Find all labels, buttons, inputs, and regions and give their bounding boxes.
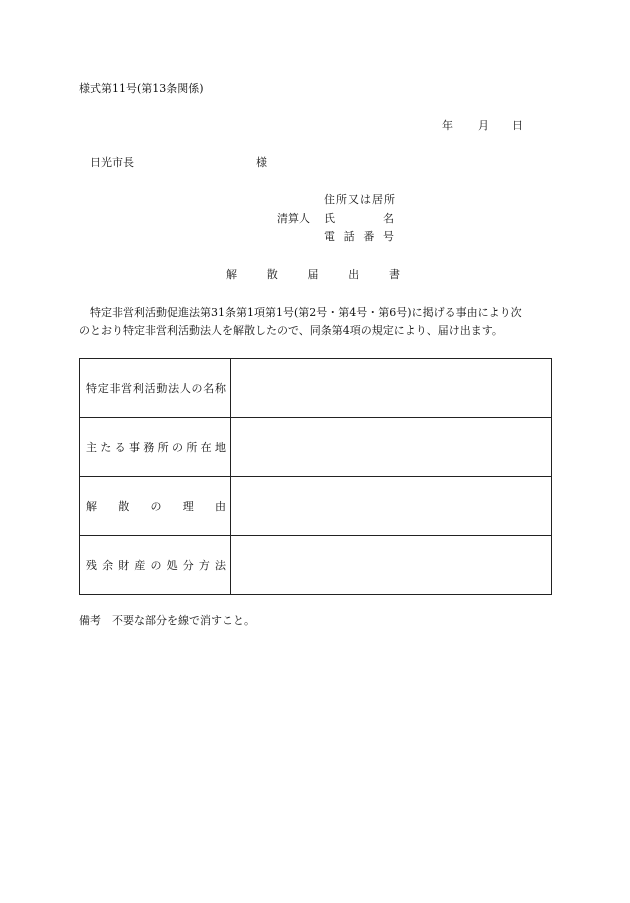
dissolution-reason-field[interactable] xyxy=(231,477,552,536)
addressee-honorific: 様 xyxy=(256,156,267,169)
corporation-name-label: 特定非営利活動法人の名称 xyxy=(86,382,226,395)
applicant-address-label: 住所又は居所 xyxy=(324,193,395,206)
table-label-cell xyxy=(80,477,231,536)
applicant-role-label: 清算人 xyxy=(277,212,310,225)
table-label-cell xyxy=(80,536,231,595)
date-day-label: 日 xyxy=(512,119,523,132)
body-line-1: 特定非営利活動促進法第31条第1項第1号(第2号・第4号・第6号)に掲げる事由により次 xyxy=(90,306,522,319)
residual-assets-field[interactable] xyxy=(231,536,552,595)
table-label-cell xyxy=(80,418,231,477)
table-row-office-location xyxy=(80,418,552,477)
applicant-name-label: 氏名 xyxy=(324,212,394,225)
remark-note: 備考 不要な部分を線で消すこと。 xyxy=(79,614,255,627)
addressee-name: 日光市長 xyxy=(90,156,134,169)
date-year-label: 年 xyxy=(442,119,453,132)
table-row-residual-assets xyxy=(80,536,552,595)
office-location-label: 主たる事務所の所在地 xyxy=(86,441,226,454)
residual-assets-label: 残余財産の処分方法 xyxy=(86,559,226,572)
document-title: 解散届出書 xyxy=(226,268,400,281)
document-body xyxy=(79,304,554,340)
table-row-dissolution-reason xyxy=(80,477,552,536)
applicant-phone-label: 電話番号 xyxy=(324,230,394,243)
table-row-corporation-name xyxy=(80,359,552,418)
corporation-name-field[interactable] xyxy=(231,359,552,418)
date-month-label: 月 xyxy=(478,119,489,132)
form-number: 様式第11号(第13条関係) xyxy=(79,82,204,95)
office-location-field[interactable] xyxy=(231,418,552,477)
table-label-cell xyxy=(80,359,231,418)
body-line-2: のとおり特定非営利活動法人を解散したので、同条第4項の規定により、届け出ます。 xyxy=(79,324,503,337)
form-table xyxy=(79,358,552,595)
dissolution-reason-label: 解散の理由 xyxy=(86,500,226,513)
